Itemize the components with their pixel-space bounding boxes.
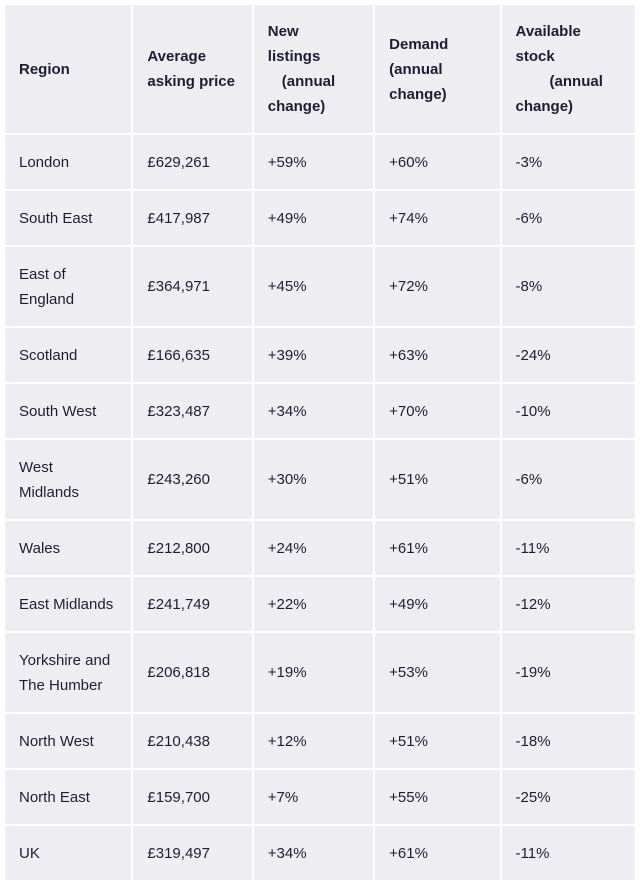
region-name: London [19, 153, 70, 171]
region-name: South East [19, 209, 93, 227]
regional-housing-table [3, 3, 637, 882]
table-header-row [5, 5, 635, 133]
cell-region [5, 384, 131, 438]
region-name-line2: England [19, 290, 75, 308]
cell-available-stock-change: -18% [502, 714, 635, 768]
header-listings-line: New [267, 23, 299, 40]
cell-region [5, 577, 131, 631]
header-listings-line: (annual [281, 73, 336, 90]
regional-housing-table-container [3, 3, 637, 882]
cell-average-asking-price: £159,700 [133, 770, 251, 824]
header-price-line: Average [147, 48, 207, 65]
cell-new-listings-change: +12% [254, 714, 373, 768]
cell-demand-change: +61% [375, 521, 499, 575]
cell-demand-change: +49% [375, 577, 499, 631]
table-row [5, 577, 635, 631]
region-name: Yorkshire and [19, 651, 111, 669]
cell-new-listings-change: +22% [254, 577, 373, 631]
table-row [5, 191, 635, 245]
cell-average-asking-price: £364,971 [133, 247, 251, 326]
cell-available-stock-change: -6% [502, 440, 635, 519]
cell-available-stock-change: -24% [502, 328, 635, 382]
region-name: East Midlands [19, 595, 114, 613]
header-new-listings [254, 5, 373, 133]
cell-region [5, 440, 131, 519]
cell-demand-change: +60% [375, 135, 499, 189]
header-price-line: asking price [147, 73, 235, 90]
cell-region [5, 247, 131, 326]
header-stock-line: change) [515, 98, 574, 115]
region-name: East of [19, 265, 66, 283]
header-demand-line: (annual [389, 60, 443, 78]
cell-region [5, 328, 131, 382]
table-body [5, 135, 635, 880]
header-demand-line: change) [389, 85, 447, 103]
cell-region [5, 714, 131, 768]
cell-region [5, 191, 131, 245]
cell-new-listings-change: +59% [254, 135, 373, 189]
cell-demand-change: +70% [375, 384, 499, 438]
table-row [5, 521, 635, 575]
region-name-line2: The Humber [19, 676, 103, 694]
table-row [5, 247, 635, 326]
cell-new-listings-change: +49% [254, 191, 373, 245]
region-name: North West [19, 732, 94, 750]
region-name: South West [19, 402, 97, 420]
table-row [5, 826, 635, 880]
region-name: North East [19, 788, 90, 806]
cell-available-stock-change: -8% [502, 247, 635, 326]
cell-region [5, 770, 131, 824]
header-region-label: Region [19, 60, 70, 78]
region-name: Scotland [19, 346, 78, 364]
cell-available-stock-change: -11% [502, 521, 635, 575]
cell-average-asking-price: £629,261 [133, 135, 251, 189]
cell-available-stock-change: -25% [502, 770, 635, 824]
cell-region [5, 521, 131, 575]
cell-available-stock-change: -3% [502, 135, 635, 189]
region-name: UK [19, 844, 40, 862]
cell-new-listings-change: +7% [254, 770, 373, 824]
header-average-asking-price [133, 5, 251, 133]
cell-new-listings-change: +34% [254, 384, 373, 438]
cell-average-asking-price: £206,818 [133, 633, 251, 712]
header-stock-line: stock [515, 48, 555, 65]
cell-average-asking-price: £212,800 [133, 521, 251, 575]
cell-demand-change: +72% [375, 247, 499, 326]
table-row [5, 770, 635, 824]
cell-new-listings-change: +19% [254, 633, 373, 712]
cell-new-listings-change: +30% [254, 440, 373, 519]
cell-average-asking-price: £323,487 [133, 384, 251, 438]
cell-demand-change: +53% [375, 633, 499, 712]
header-listings-line: change) [267, 98, 326, 115]
cell-demand-change: +51% [375, 714, 499, 768]
cell-region [5, 633, 131, 712]
cell-demand-change: +61% [375, 826, 499, 880]
table-row [5, 633, 635, 712]
header-stock-line: (annual [549, 73, 603, 90]
cell-demand-change: +63% [375, 328, 499, 382]
cell-new-listings-change: +45% [254, 247, 373, 326]
cell-region [5, 135, 131, 189]
cell-average-asking-price: £243,260 [133, 440, 251, 519]
cell-new-listings-change: +39% [254, 328, 373, 382]
header-region [5, 5, 131, 133]
cell-available-stock-change: -6% [502, 191, 635, 245]
region-name-line2: Midlands [19, 483, 80, 501]
cell-available-stock-change: -11% [502, 826, 635, 880]
cell-available-stock-change: -10% [502, 384, 635, 438]
header-listings-line: listings [267, 48, 321, 65]
cell-average-asking-price: £417,987 [133, 191, 251, 245]
cell-demand-change: +55% [375, 770, 499, 824]
cell-available-stock-change: -12% [502, 577, 635, 631]
cell-average-asking-price: £166,635 [133, 328, 251, 382]
table-row [5, 714, 635, 768]
table-row [5, 384, 635, 438]
header-demand-line: Demand [389, 35, 449, 53]
header-demand [375, 5, 499, 133]
cell-demand-change: +51% [375, 440, 499, 519]
header-available-stock [502, 5, 635, 133]
cell-average-asking-price: £319,497 [133, 826, 251, 880]
cell-demand-change: +74% [375, 191, 499, 245]
header-stock-line: Available [515, 23, 581, 40]
table-row [5, 135, 635, 189]
cell-new-listings-change: +24% [254, 521, 373, 575]
cell-available-stock-change: -19% [502, 633, 635, 712]
region-name: Wales [19, 539, 61, 557]
region-name: West [19, 458, 53, 476]
cell-average-asking-price: £241,749 [133, 577, 251, 631]
cell-region [5, 826, 131, 880]
cell-average-asking-price: £210,438 [133, 714, 251, 768]
table-row [5, 440, 635, 519]
table-row [5, 328, 635, 382]
cell-new-listings-change: +34% [254, 826, 373, 880]
